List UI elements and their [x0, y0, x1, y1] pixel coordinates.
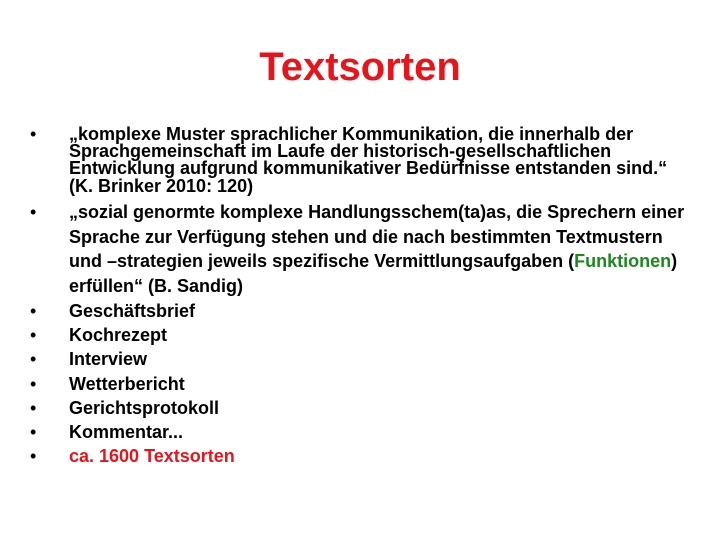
- list-item-definition-brinker: [30, 126, 690, 195]
- example-label: Geschäftsbrief: [69, 301, 196, 321]
- list-item-example: [30, 299, 690, 323]
- definition-sandig-text: „sozial genormte komplexe Handlungsschem(ta)as, die Sprechern einer Sprache zur Verfügung stehen und die nach bestimmten Textmustern und –strategien jeweils spezifische Vermittlungsaufgaben (: [69, 201, 685, 272]
- list-item-example: [30, 372, 690, 396]
- list-item-summary: [30, 444, 690, 468]
- example-label: Gerichtsprotokoll: [69, 397, 220, 418]
- highlight-funktionen: Funktionen: [574, 251, 672, 272]
- bullet-icon: •: [30, 124, 37, 144]
- example-label: Kochrezept: [69, 325, 168, 346]
- bullet-icon: •: [30, 349, 37, 370]
- bullet-icon: •: [30, 201, 37, 222]
- bullet-icon: •: [30, 422, 37, 443]
- bullet-icon: •: [30, 301, 37, 321]
- definition-brinker-text: „komplexe Muster sprachlicher Kommunikation, die innerhalb der Sprachgemeinschaft im Laufe der historisch-gesellschaftlichen Entwicklung aufgrund kommunikativer Bedürfnisse entstanden sind.“ (K. Brinker 2010: 120): [69, 124, 668, 196]
- bullet-icon: •: [30, 373, 37, 394]
- example-label: Interview: [69, 349, 148, 370]
- bullet-icon: •: [30, 397, 37, 418]
- list-item-example: [30, 396, 690, 420]
- bullet-list: [30, 126, 690, 468]
- list-item-example: [30, 347, 690, 371]
- bullet-icon: •: [30, 446, 37, 467]
- list-item-example: [30, 323, 690, 347]
- list-item-example: [30, 420, 690, 444]
- list-item-definition-sandig: [30, 200, 690, 299]
- example-label: Wetterbericht: [69, 373, 185, 394]
- slide-title: Textsorten: [259, 45, 461, 89]
- bullet-icon: •: [30, 325, 37, 346]
- definition-sandig-text-end: ) erfüllen“ (B. Sandig): [69, 251, 678, 297]
- example-label: Kommentar...: [69, 422, 184, 443]
- summary-text: ca. 1600 Textsorten: [69, 446, 235, 467]
